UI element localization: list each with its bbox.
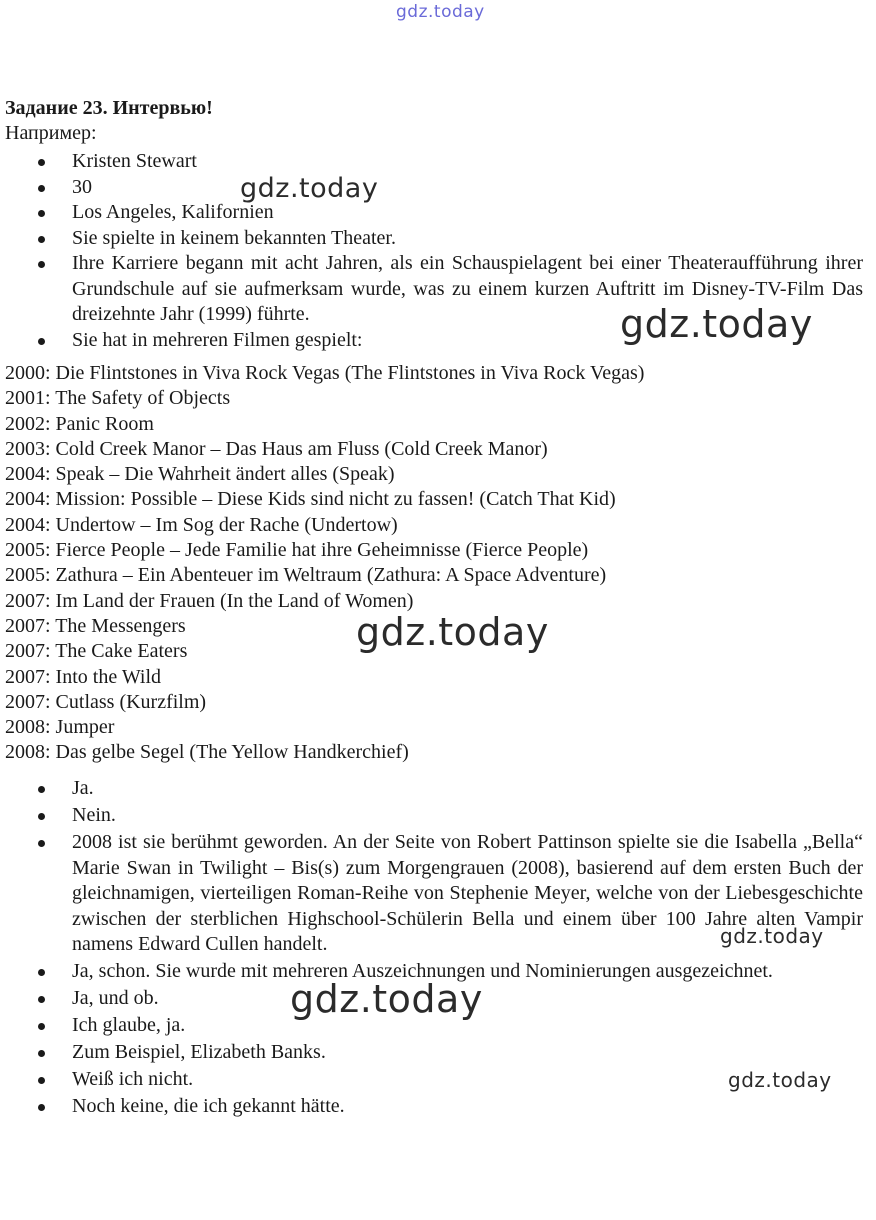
- bullet-icon: [38, 996, 45, 1003]
- bullet-icon: [38, 236, 45, 243]
- list-item-text: Weiß ich nicht.: [72, 1068, 194, 1090]
- film-item: 2007: The Cake Eaters: [5, 640, 188, 663]
- film-item: 2005: Fierce People – Jede Familie hat ihre Geheimnisse (Fierce People): [5, 539, 589, 562]
- film-item: 2008: Das gelbe Segel (The Yellow Handkerchief): [5, 741, 409, 764]
- list-item-text: Sie hat in mehreren Filmen gespielt:: [72, 328, 363, 351]
- watermark: gdz.today: [290, 977, 483, 1021]
- bullet-icon: [38, 1104, 45, 1111]
- list-item: [0, 803, 876, 829]
- film-item: 2008: Jumper: [5, 716, 115, 739]
- list-item-text: Ja.: [72, 777, 94, 799]
- list-item: [0, 200, 876, 226]
- film-item: 2004: Undertow – Im Sog der Rache (Undertow): [5, 513, 398, 536]
- list-item-text: Ich glaube, ja.: [72, 1014, 186, 1036]
- list-item-text: Sie spielte in keinem bekannten Theater.: [72, 226, 396, 249]
- film-item: 2001: The Safety of Objects: [5, 387, 231, 410]
- bullet-icon: [38, 969, 45, 976]
- list-item-text: Ja, schon. Sie wurde mit mehreren Auszeichnungen und Nominierungen ausgezeichnet.: [72, 960, 773, 982]
- film-item: 2007: Cutlass (Kurzfilm): [5, 690, 207, 713]
- list-item-text: Noch keine, die ich gekannt hätte.: [72, 1095, 345, 1117]
- film-item: 2005: Zathura – Ein Abenteuer im Weltraum (Zathura: A Space Adventure): [5, 564, 607, 587]
- bullet-icon: [38, 185, 45, 192]
- film-item: 2003: Cold Creek Manor – Das Haus am Fluss (Cold Creek Manor): [5, 437, 548, 460]
- list-item-text: Zum Beispiel, Elizabeth Banks.: [72, 1041, 326, 1063]
- page-title: Задание 23. Интервью!: [5, 97, 213, 119]
- list-item: [0, 776, 876, 802]
- bullet-icon: [38, 813, 45, 820]
- watermark: gdz.today: [620, 302, 813, 346]
- example-label: Например:: [5, 122, 97, 144]
- film-list: [5, 361, 644, 766]
- list-item: [0, 1094, 876, 1120]
- bullet-icon: [38, 261, 45, 268]
- film-item: 2007: The Messengers: [5, 614, 186, 637]
- film-item: 2002: Panic Room: [5, 412, 154, 435]
- list-item-text: 30: [72, 175, 92, 198]
- watermark: gdz.today: [720, 924, 824, 948]
- watermark: gdz.today: [240, 173, 379, 204]
- bullet-icon: [38, 1050, 45, 1057]
- bullet-icon: [38, 1077, 45, 1084]
- bullet-icon: [38, 210, 45, 217]
- film-item: 2007: Into the Wild: [5, 665, 162, 688]
- film-item: 2004: Speak – Die Wahrheit ändert alles (Speak): [5, 463, 395, 486]
- list-item-text: Los Angeles, Kalifornien: [72, 201, 274, 223]
- list-item-text: Nein.: [72, 804, 116, 826]
- list-item: [0, 175, 876, 201]
- list-item-text: Ja, und ob.: [72, 987, 159, 1009]
- watermark: gdz.today: [356, 610, 549, 654]
- list-item: [0, 149, 876, 175]
- list-item-text: Ihre Karriere begann mit acht Jahren, als ein Schauspielagent bei einer Theateraufführung ihrer Grundschule auf sie aufmerksam wurde, was zu einem kurzen Auftritt im Disney-TV-Film Das dreizehnte Jahr (1999) führte.: [72, 252, 863, 325]
- film-item: 2007: Im Land der Frauen (In the Land of Women): [5, 589, 414, 612]
- list-item-text: Kristen Stewart: [72, 150, 197, 172]
- list-item: [0, 226, 876, 252]
- bullet-icon: [38, 159, 45, 166]
- watermark: gdz.today: [728, 1068, 832, 1092]
- bullet-icon: [38, 1023, 45, 1030]
- list-item-text: 2008 ist sie berühmt geworden. An der Seite von Robert Pattinson spielte sie die Isabella „Bella“ Marie Swan in Twilight – Bis(s) zum Morgengrauen (2008), basierend auf dem ersten Buch der gleichnamigen, vierteiligen Roman-Reihe von Stephenie Meyer, welche von der Liebesgeschichte zwischen der sterblichen Highschool-Schülerin Bella und einem über 100 Jahre alten Vampir namens Edward Cullen handelt.: [72, 831, 863, 955]
- watermark-top: gdz.today: [396, 2, 485, 22]
- bullet-icon: [38, 840, 45, 847]
- film-item: 2004: Mission: Possible – Diese Kids sind nicht zu fassen! (Catch That Kid): [5, 488, 616, 511]
- film-item: 2000: Die Flintstones in Viva Rock Vegas (The Flintstones in Viva Rock Vegas): [5, 362, 645, 384]
- list-item: [0, 1040, 876, 1066]
- bullet-icon: [38, 338, 45, 345]
- bullet-icon: [38, 786, 45, 793]
